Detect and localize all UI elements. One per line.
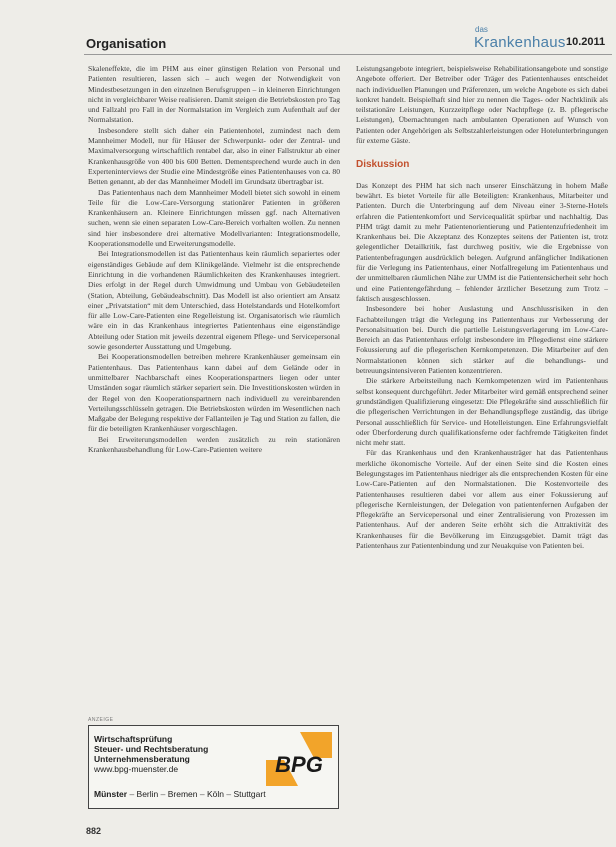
ad-city: Köln: [206, 789, 224, 799]
body-paragraph: Die stärkere Arbeitsteilung nach Kernkompetenzen wird im Patientenhaus selbst konsequent durchgeführt. Jeder Mitarbeiter wird gemäß entsprechend seiner grundständigen Qualifizierung eingesetzt: Die Pflegekräfte sind ausschließlich für die pflegerischen Verrichtungen in der Behandlungspflege zuständig, das übrige Personal ausschließlich für Service- und Hotelleistungen. Eine Erfahrungsvielfalt oder Überforderung durch qualifikationsferne oder fachfremde Tätigkeiten findet nicht mehr statt.: [356, 376, 608, 448]
bpg-logo-icon: [266, 732, 332, 786]
ad-locations: Münster – Berlin – Bremen – Köln – Stuttgart: [94, 789, 266, 799]
brand-prefix: das: [475, 25, 488, 34]
body-paragraph: Insbesondere bei hoher Auslastung und Anschlussrisiken in den Fachabteilungen trägt die Verlegung ins Patientenhaus zur Verbesserung der Personalsituation bei. Durch die partielle Leistungsverlagerung im Low-Care-Bereich an das Patientenhaus erfolgt insbesondere im Pflegedienst eine stärkere Fokussierung auf die pflegerischen Kernkompetenzen. Die Mitarbeiter auf den Normalstationen können sich stärker auf die behandlungs- und betreuungsintensiveren Patienten konzentrieren.: [356, 304, 608, 376]
ad-city: Bremen: [167, 789, 198, 799]
body-paragraph: Insbesondere stellt sich daher ein Patientenhotel, zumindest nach dem Mannheimer Modell, nur für Häuser der Schwerpunkt- oder der Zentral- und Maximalversorgung wirtschaftlich rentabel dar, also in einer Fallstruktur ab einer Krankenhausgröße von 400 bis 600 Betten. Dementsprechend wurde auch in den Experteninterviews der Studie eine Mindestgröße eines Patientenhauses von ca. 80 Betten genannt, ab der das Mannheimer Modell im Grundsatz übertragbar ist.: [88, 125, 340, 187]
page-number: 882: [86, 826, 102, 836]
ad-label: ANZEIGE: [88, 717, 114, 723]
body-paragraph: Bei Kooperationsmodellen betreiben mehrere Krankenhäuser gemeinsam ein Patientenhaus. Das Patientenhaus kann dabei auf dem Gelände oder in unmittelbarer Nachbarschaft eines Kooperationspartners liegen oder unter Umständen sogar räumlich stärker separiert sein. Die Investitionskosten würden in der Regel von den Kooperationspartnern nach individuell zu vereinbarenden Verteilungsschlüsseln getragen. Die Betriebskosten würden im Wesentlichen nach Maßgabe der Belegung respektive der Fallanteilen je Tag und Station zu fallen, die für die beteiligten Krankenhäuser vorgeschlagen.: [88, 352, 340, 434]
discussion-heading: Diskussion: [356, 159, 410, 171]
body-paragraph: Bei Erweiterungsmodellen werden zusätzlich zu rein stationären Krankenhausbehandlung für Low-Care-Patienten weitere: [88, 434, 340, 454]
header-divider: [84, 54, 612, 55]
body-paragraph: Das Patientenhaus nach dem Mannheimer Modell bietet sich sowohl in einem Teile für die Low-Care-Versorgung stationärer Patienten in größeren Krankenhäusern an. Kleinere Einrichtungen müssen ggf. nach Alternativen suchen, wenn sie einen separaten Low-Care-Bereich vorhalten wollen. Zu nennen sind hier insbesondere drei alternative Modellvarianten: Integrationsmodelle, Kooperationsmodelle und Erweiterungsmodelle.: [88, 187, 340, 249]
brand-name: Krankenhaus: [474, 34, 566, 51]
ad-service-line: Unternehmensberatung: [94, 754, 190, 764]
issue-number: 10.2011: [566, 36, 606, 48]
ad-service-line: Wirtschaftsprüfung: [94, 734, 173, 744]
ad-city: Berlin: [136, 789, 159, 799]
body-paragraph: Für das Krankenhaus und den Krankenhausträger hat das Patientenhaus merkliche ökonomische Vorteile. Auf der einen Seite sind die Kosten eines Belegungstages im Patientenhaus niedriger als die entsprechenden Kosten für eine Low-Care-Patienten auf den Normalstationen. Die Kostenvorteile des Patientenhauses resultieren dabei vor allem aus einer Fokussierung auf pflegerische Kernleistungen, der Delegation von patientenfernen Aufgaben der Pflegekräfte an Servicepersonal und einer Zentralisierung von Prozessen im Patientenhaus. Auf der anderen Seite erhöht sich die Attraktivität des Krankenhauses für die Bevölkerung im Einzugsgebiet. Damit trägt das Patientenhaus zur Patientenbindung und zur Neuakquise von Patienten bei.: [356, 448, 608, 551]
right-text-column: [356, 64, 608, 844]
left-text-column: [88, 64, 340, 719]
ad-service-line: Steuer- und Rechtsberatung: [94, 744, 209, 754]
ad-city: Stuttgart: [233, 789, 266, 799]
magazine-brand: [474, 26, 566, 50]
ad-services: [94, 734, 208, 774]
section-title: Organisation: [86, 36, 167, 51]
body-paragraph: Bei Integrationsmodellen ist das Patientenhaus kein räumlich separiertes oder eigenständiges Gebäude auf dem Klinikgelände. Vielmehr ist die entsprechende Einrichtung in die vorhandenen Räumlichkeiten des Krankenhauses integriert. Dies erfolgt in der Regel durch Umwidmung und Umbau von Gebäudeteilen (Station, Abteilung, Gebäudeabschnitt). Das Modell ist also orientiert am Ansatz einer „Privatstation“ mit dem Unterschied, dass Hotelstandards und Hotelkomfort für alle Low-Care-Patienten eine Regelleistung ist. Organisatorisch wie räumlich wäre ein in das Krankenhaus integriertes Patientenhaus eine eigenständige Abteilung oder Station mit jeweils dezentral eigenem Pflege- und Servicepersonal sowie gesonderter Ausstattung und Umgebung.: [88, 249, 340, 352]
body-paragraph: Das Konzept des PHM hat sich nach unserer Einschätzung in hohem Maße bewährt. Es bietet Vorteile für alle Beteiligten: Krankenhaus, Mitarbeiter und Patienten. Durch die Unterbringung auf dem Niveau einer 3-Sterne-Hotels erfahren die Patientenkomfort und Servicequalität spürbar und nachhaltig. Das PHM trägt damit zu mehr Patientenorientierung und Patientenzufriedenheit im Krankenhaus bei. Die Akzeptanz des Konzeptes seitens der Patienten ist, trotz gelegentlicher Detailkritik, fast durchweg positiv, wie die Ergebnisse von Patientenbefragungen ausdrücklich belegen. Aufgrund anfänglicher Indikationen für die Verlegung ins Patientenhaus, einer Notfallregelung im Patientenhaus und der unmittelbaren räumlichen Nähe zur UMM ist die Patientensicherheit sehr hoch und eine Patientengefährdung – fehlender ärztlicher Besetzung zum Trotz – faktisch ausgeschlossen.: [356, 180, 608, 303]
logo-text: BPG: [275, 752, 323, 777]
body-paragraph: Leistungsangebote integriert, beispielsweise Rehabilitationsangebote und sonstige Angebote offeriert. Der Betreiber oder Träger des Patientenhauses entscheidet nach individuellen Planungen und Präferenzen, um welche Angebote es sich dabei konkret handelt. Beispielhaft sind hier zu nennen die Tages- oder Nachtklinik als teilstationäre Leistungen, Kurzzeitpflege oder Nachtpflege (z. B. pflegerische Leistungen), Übernachtungen nach ambulanten Operationen auf Wunsch von Patienten oder Angehörigen als Selbstzahlerleistungen oder Hotelunterbringungen für externe Gäste.: [356, 64, 608, 146]
ad-website[interactable]: www.bpg-muenster.de: [94, 764, 179, 774]
advertisement-box[interactable]: [88, 725, 339, 809]
ad-city-main: Münster: [94, 789, 128, 799]
body-paragraph: Skaleneffekte, die im PHM aus einer günstigen Relation von Personal und Patienten resultieren, lassen sich – auch wegen der Notwendigkeit von Mindestbesetzungen in den einzelnen Berufsgruppen – in kleineren Einrichtungen nicht in vergleichbarer Weise realisieren. Damit steigen die Betriebskosten pro Tag und Fallzahl pro Fall in der Normalstation im Vergleich zum Aufenthalt auf der Normalstation.: [88, 64, 340, 125]
